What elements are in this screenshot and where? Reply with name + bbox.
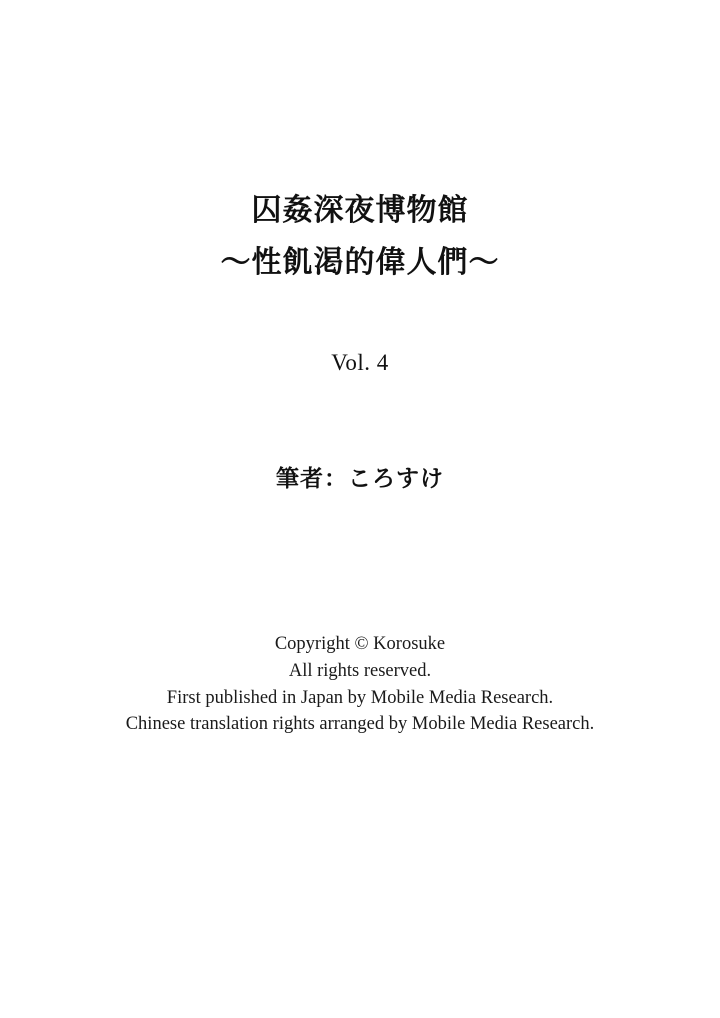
copyright-line-4: Chinese translation rights arranged by Mobile Media Research. <box>125 714 595 735</box>
title-block <box>220 193 500 280</box>
page-title-main: 囚姦深夜博物館 <box>251 193 469 228</box>
page-title-subtitle: ～性飢渇的偉人們～ <box>220 245 500 280</box>
author-credit: 筆者：ころすけ <box>276 466 444 492</box>
copyright-block <box>126 631 595 738</box>
copyright-line-2: All rights reserved. <box>288 660 432 681</box>
volume-label: Vol. 4 <box>331 350 389 375</box>
copyright-line-3: First published in Japan by Mobile Media Research. <box>166 687 554 708</box>
copyright-line-1: Copyright © Korosuke <box>274 634 446 654</box>
blank-placeholder-box <box>132 549 588 611</box>
